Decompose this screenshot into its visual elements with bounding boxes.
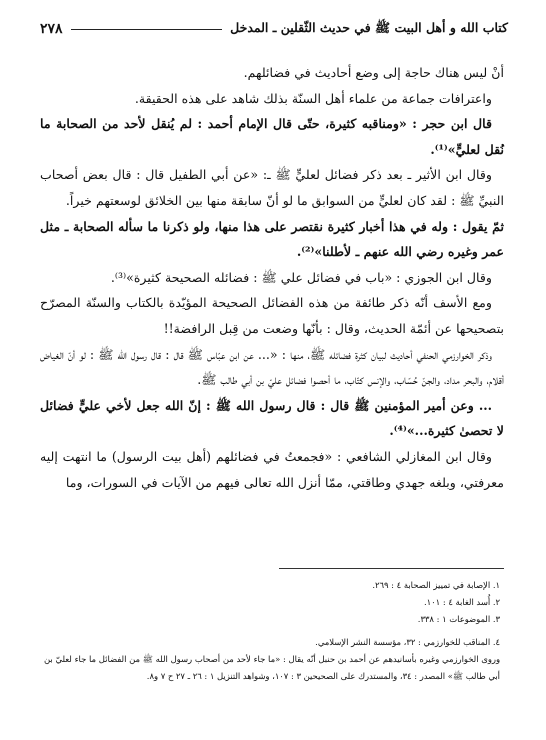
footnote-2: ٢. أُسد الغابة ٤ : ١٠١. [423,596,500,607]
footnotes [44,577,500,685]
paragraph-amir-muminin: ... وعن أمير المؤمنين ﷺ قال : قال رسول الله ﷺ : إنّ الله جعل لأخي عليٍّ فضائل لا تحصىٰ كثيرة...»⁽⁴⁾. [40,397,504,439]
main-text [40,60,504,495]
paragraph-ibn-hajar: قال ابن حجر : «ومناقبه كثيرة، حتّى قال الإمام أحمد : لم يُنقل لأحد من الصحابة ما نُقل لعليٍّ»⁽¹⁾. [40,116,504,157]
footnote-4: ٤. المناقب للخوارزمي : ٣٢، مؤسسة النشر الإسلامي. [315,637,500,648]
paragraph-khwarazmi: وذكر الخوارزمي الحنفي أحاديث لبيان كثرة فضائله ﷺ، منها : «... عن ابن عبّاس ﷺ قال : قال رسول الله ﷺ : لو أنّ الغياض أقلام، والبحر مداد، والجنّ حُسّاب، والإنس كتّاب، ما أحصوا فضائل عليّ بن أبي طالب ﷺ. [40,346,504,388]
paragraph-ibn-maghazili: وقال ابن المغازلي الشافعي : «فجمعتُ في فضائلهم (أهل بيت الرسول) ما انتهت إليه معرفتي، وبلغه جهدي وطاقتي، ممّا أنزل الله تعالى فيهم من الآيات في السورات، وما [40,448,504,490]
footnote-3: ٣. الموضوعات ١ : ٣٣٨. [417,613,500,624]
footnote-1: ١. الإصابة في تمييز الصحابة ٤ : ٢٦٩. [372,580,500,590]
header-rule [71,29,223,30]
footnote-separator [279,568,504,569]
page-number: ٢٧٨ [40,21,63,37]
footnote-4-continued: وروى الخوارزمي وغيره بأسانيدهم عن أحمد بن حنبل أنّه يقال : «ما جاء لأحد من أصحاب رسول الله ﷺ من الفضائل ما جاء لعليّ بن أبي طالب ﷺ» المصدر : ٣٤، والمستدرك على الصحيحين ٣ : ١٠٧، وشواهد التنزيل ١ : ٢٦ ـ ٢٧ ح ٧ و٨. [44,654,500,681]
running-header [40,18,508,40]
paragraph-2: واعترافات جماعة من علماء أهل السنّة بذلك شاهد على هذه الحقيقة. [134,90,492,106]
paragraph-ibn-athir: وقال ابن الأثير ـ بعد ذكر فضائل لعليٍّ ﷺ ـ: «عن أبي الطفيل قال : قال بعض أصحاب النبيِّ ﷺ : لقد كان لعليٍّ من السوابق ما لو أنّ سابقة منها بين الخلائق لوسعتهم خيراً. [40,167,504,208]
paragraph-regret: ومع الأسف أنّه ذكر طائفة من هذه الفضائل الصحيحة المؤيّدة بالكتاب والسنّة المصرّح بتصحيحها عن أئمّة الحديث، وقال : بأنّها وضعت من قِبل الرافضة!! [40,295,504,336]
header-title: كتاب الله و أهل البيت ﷺ في حديث الثّقلين ـ المدخل [230,19,508,35]
paragraph-1: أنْ ليس هناك حاجة إلى وضع أحاديث في فضائلهم. [243,65,504,80]
paragraph-ibn-jawzi: وقال ابن الجوزي : «باب في فضائل علي ﷺ : فضائله الصحيحة كثيرة»⁽³⁾. [110,269,492,285]
paragraph-ibn-athir-cont: ثمّ يقول : وله في هذا أخبار كثيرة نقتصر على هذا منها، ولو ذكرنا ما سأله الصحابة ـ مثل عمر وغيره رضي الله عنهم ـ لأطلنا»⁽²⁾. [40,218,504,260]
